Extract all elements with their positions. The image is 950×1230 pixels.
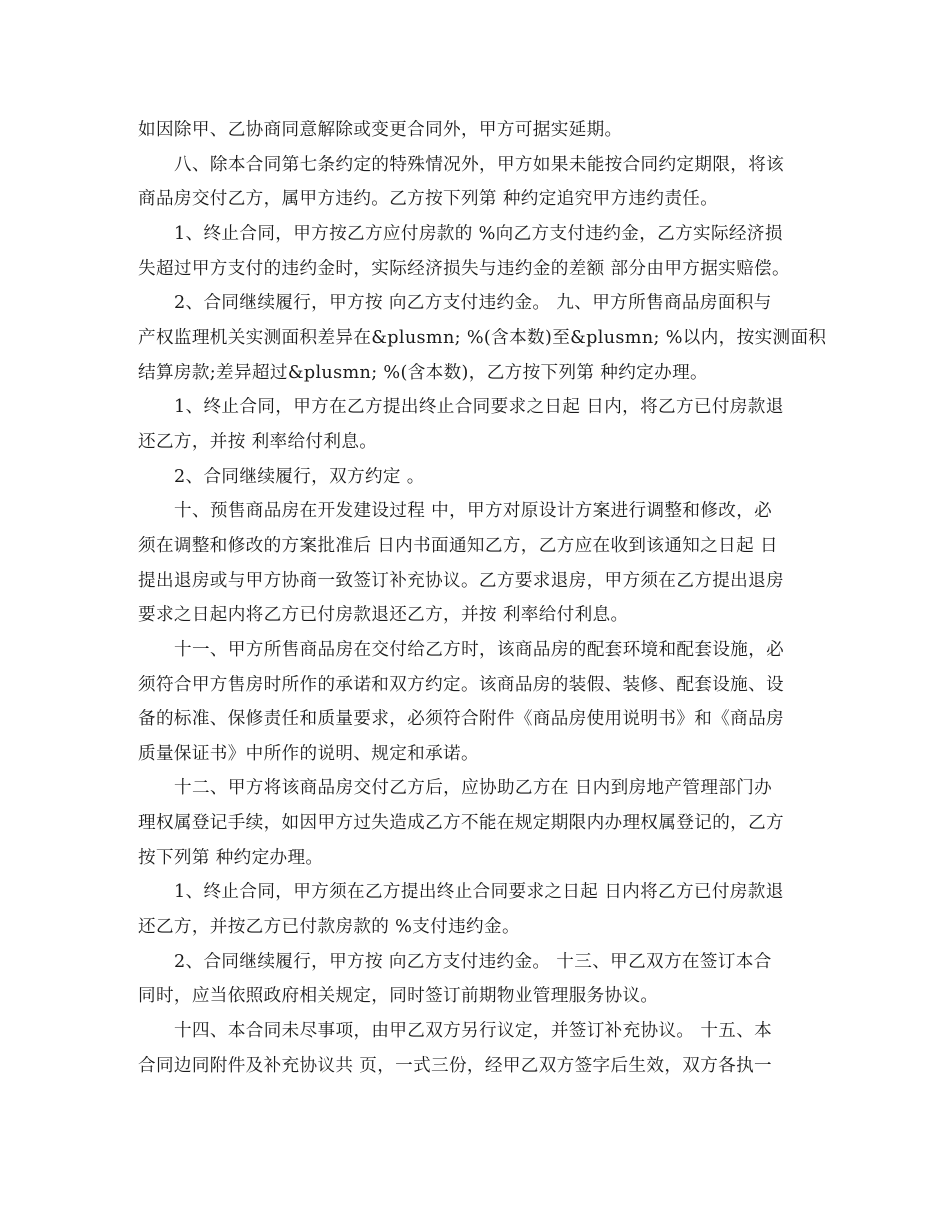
text-line: 须符合甲方售房时所作的承诺和双方约定。该商品房的装假、装修、配套设施、设 [138, 674, 784, 695]
text-line: 十四、本合同未尽事项，由甲乙双方另行议定，并签订补充协议。 十五、本 [174, 1021, 773, 1042]
contract-body-text [138, 113, 827, 1083]
text-line: 十二、甲方将该商品房交付乙方后，应协助乙方在 日内到房地产管理部门办 [174, 778, 773, 799]
text-line: 2、合同继续履行，甲方按 向乙方支付违约金。 九、甲方所售商品房面积与 [174, 293, 772, 314]
text-line: 十、预售商品房在开发建设过程 中，甲方对原设计方案进行调整和修改，必 [174, 501, 773, 522]
text-line: 同时，应当依照政府相关规定，同时签订前期物业管理服务协议。 [138, 986, 659, 1007]
text-line: 2、合同继续履行，双方约定 。 [174, 466, 425, 487]
text-line: 质量保证书》中所作的说明、规定和承诺。 [138, 743, 479, 764]
text-line: 合同边同附件及补充协议共 页，一式三份，经甲乙双方签字后生效，双方各执一 [138, 1055, 772, 1076]
text-line: 要求之日起内将乙方已付房款退还乙方，并按 利率给付利息。 [138, 605, 629, 626]
text-line: 理权属登记手续，如因甲方过失造成乙方不能在规定期限内办理权属登记的，乙方 [138, 813, 784, 834]
text-line: 八、除本合同第七条约定的特殊情况外，甲方如果未能按合同约定期限，将该 [174, 154, 785, 175]
text-line: 提出退房或与甲方协商一致签订补充协议。乙方要求退房，甲方须在乙方提出退房 [138, 570, 784, 591]
text-line: 还乙方，并按乙方已付款房款的 %支付违约金。 [138, 917, 520, 938]
text-line: 商品房交付乙方，属甲方违约。乙方按下列第 种约定追究甲方违约责任。 [138, 189, 719, 210]
text-line: 失超过甲方支付的违约金时，实际经济损失与违约金的差额 部分由甲方据实赔偿。 [138, 258, 790, 279]
text-line: 十一、甲方所售商品房在交付给乙方时，该商品房的配套环境和配套设施，必 [174, 639, 785, 660]
text-line: 2、合同继续履行，甲方按 向乙方支付违约金。 十三、甲乙双方在签订本合 [174, 951, 772, 972]
text-line: 1、终止合同，甲方须在乙方提出终止合同要求之日起 日内将乙方已付房款退 [174, 882, 784, 903]
text-line: 1、终止合同，甲方在乙方提出终止合同要求之日起 日内，将乙方已付房款退 [174, 397, 784, 418]
text-line: 按下列第 种约定办理。 [138, 847, 324, 868]
text-line: 结算房款;差异超过&plusmn; %(含本数)，乙方按下列第 种约定办理。 [138, 362, 708, 383]
text-line: 须在调整和修改的方案批准后 日内书面通知乙方，乙方应在收到该通知之日起 日 [138, 535, 778, 556]
text-line: 还乙方，并按 利率给付利息。 [138, 431, 378, 452]
text-line: 1、终止合同，甲方按乙方应付房款的 %向乙方支付违约金，乙方实际经济损 [174, 223, 783, 244]
text-line: 产权监理机关实测面积差异在&plusmn; %(含本数)至&plusmn; %以内，按实测面积 [138, 327, 827, 348]
text-line: 如因除甲、乙协商同意解除或变更合同外，甲方可据实延期。 [138, 120, 623, 140]
text-line: 备的标准、保修责任和质量要求，必须符合附件《商品房使用说明书》和《商品房 [138, 709, 784, 730]
